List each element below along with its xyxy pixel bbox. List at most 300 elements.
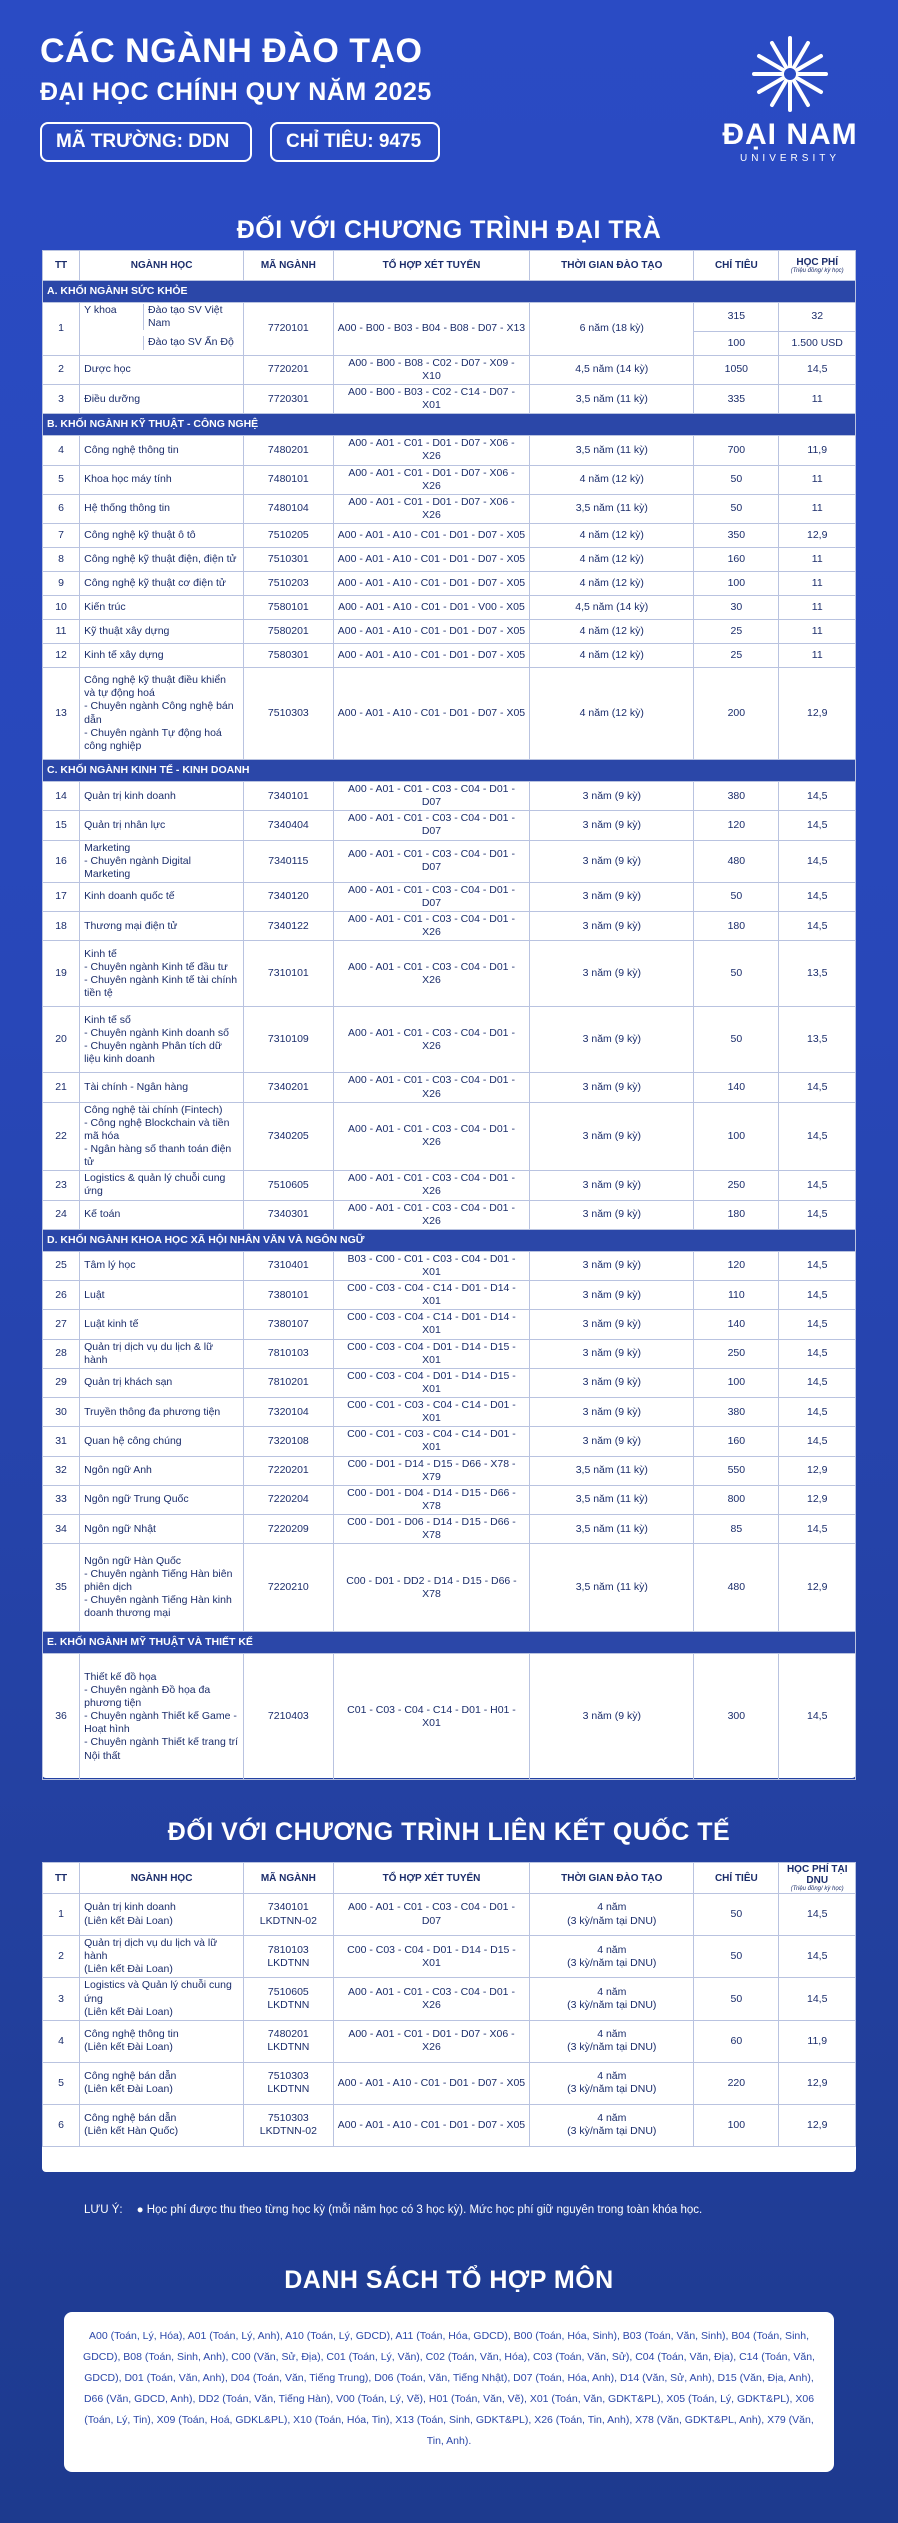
cell-quota: 1050: [694, 355, 779, 384]
cell-combo: C00 - C03 - C04 - D01 - D14 - D15 - X01: [333, 1936, 530, 1978]
cell-tt: 10: [43, 596, 80, 620]
cell-quota: 25: [694, 644, 779, 668]
cell-duration: 3,5 năm (11 kỳ): [530, 436, 694, 465]
logo-sub: UNIVERSITY: [739, 153, 840, 164]
cell-combo: A00 - A01 - A10 - C01 - D01 - D07 - X05: [333, 524, 530, 548]
col-major: NGÀNH HỌC: [80, 251, 244, 281]
cell-fee: 13,5: [779, 941, 856, 1007]
cell-duration: 6 năm (18 kỳ): [530, 303, 694, 356]
page-subtitle: ĐẠI HỌC CHÍNH QUY NĂM 2025: [40, 78, 432, 106]
cell-code: 7310101: [244, 941, 334, 1007]
cell-combo: A00 - B00 - B03 - B04 - B08 - D07 - X13: [333, 303, 530, 356]
cell-quota: 50: [694, 1007, 779, 1073]
cell-duration: 3 năm (9 kỳ): [530, 912, 694, 941]
cell-duration: 4,5 năm (14 kỳ): [530, 596, 694, 620]
cell-quota: 100: [694, 2104, 779, 2146]
cell-duration: 3,5 năm (11 kỳ): [530, 1544, 694, 1632]
cell-code: 7320104: [244, 1398, 334, 1427]
cell-combo: A00 - A01 - C01 - D01 - D07 - X06 - X26: [333, 2020, 530, 2062]
cell-combo: A00 - A01 - C01 - C03 - C04 - D01 - X26: [333, 1200, 530, 1229]
table-row: [43, 1485, 856, 1514]
cell-code: 7510303 LKDTNN: [244, 2062, 334, 2104]
cell-combo: A00 - A01 - A10 - C01 - D01 - D07 - X05: [333, 572, 530, 596]
cell-combo: A00 - A01 - C01 - C03 - C04 - D01 - X26: [333, 912, 530, 941]
cell-tt: 1: [43, 1894, 80, 1936]
cell-quota: 480: [694, 840, 779, 882]
col-quota: CHỈ TIÊU: [694, 1863, 779, 1894]
cell-tt: 14: [43, 782, 80, 811]
table-row: [43, 303, 856, 332]
table-row: [43, 2020, 856, 2062]
cell-major: Điều dưỡng: [80, 385, 244, 414]
cell-duration: 3,5 năm (11 kỳ): [530, 385, 694, 414]
cell-fee: 11: [779, 548, 856, 572]
table-row: [43, 644, 856, 668]
cell-duration: 3 năm (9 kỳ): [530, 811, 694, 840]
col-fee: [779, 251, 856, 281]
cell-duration: 3 năm (9 kỳ): [530, 840, 694, 882]
cell-major: Ngôn ngữ Nhật: [80, 1515, 244, 1544]
cell-code: 7220209: [244, 1515, 334, 1544]
cell-combo: C00 - C03 - C04 - D01 - D14 - D15 - X01: [333, 1339, 530, 1368]
cell-major: Quan hệ công chúng: [80, 1427, 244, 1456]
cell-fee: 13,5: [779, 1007, 856, 1073]
cell-fee: 14,5: [779, 355, 856, 384]
cell-combo: C00 - D01 - D14 - D15 - D66 - X78 - X79: [333, 1456, 530, 1485]
group-label: A. KHỐI NGÀNH SỨC KHỎE: [43, 281, 856, 303]
cell-combo: C00 - C03 - C04 - D01 - D14 - D15 - X01: [333, 1368, 530, 1397]
cell-combo: A00 - A01 - A10 - C01 - D01 - V00 - X05: [333, 596, 530, 620]
cell-major: Tài chính - Ngân hàng: [80, 1073, 244, 1102]
cell-duration: 3 năm (9 kỳ): [530, 782, 694, 811]
cell-combo: A00 - A01 - A10 - C01 - D01 - D07 - X05: [333, 2062, 530, 2104]
cell-code: 7310109: [244, 1007, 334, 1073]
cell-duration: 3 năm (9 kỳ): [530, 882, 694, 911]
group-row: [43, 1632, 856, 1654]
cell-code: 7720201: [244, 355, 334, 384]
cell-major: Quản trị kinh doanh: [80, 782, 244, 811]
cell-fee: 14,5: [779, 1398, 856, 1427]
col-fee: [779, 1863, 856, 1894]
cell-tt: 15: [43, 811, 80, 840]
cell-combo: A00 - A01 - C01 - C03 - C04 - D01 - X26: [333, 1102, 530, 1171]
cell-quota: 50: [694, 494, 779, 523]
cell-code: 7340101: [244, 782, 334, 811]
col-major: NGÀNH HỌC: [80, 1863, 244, 1894]
cell-combo: C00 - D01 - D04 - D14 - D15 - D66 - X78: [333, 1485, 530, 1514]
cell-combo: A00 - A01 - A10 - C01 - D01 - D07 - X05: [333, 644, 530, 668]
cell-major: Ngôn ngữ Hàn Quốc - Chuyên ngành Tiếng Hàn biên phiên dịch - Chuyên ngành Tiếng Hàn kinh doanh thương mại: [80, 1544, 244, 1632]
cell-fee: 11,9: [779, 2020, 856, 2062]
subject-combos-box: A00 (Toán, Lý, Hóa), A01 (Toán, Lý, Anh), A10 (Toán, Lý, GDCD), A11 (Toán, Hóa, GDCD), B00 (Toán, Hóa, Sinh), B03 (Toán, Văn, Sinh), B04 (Toán, Sinh, GDCD), B08 (Toán, Sinh, Anh), C00 (Văn, Sử, Địa), C01 (Toán, Lý, Văn), C02 (Toán, Văn, Hóa), C03 (Toán, Văn, Sử), C04 (Toán, Văn, Địa), C14 (Toán, Văn, GDCD), D01 (Toán, Văn, Anh), D04 (Toán, Văn, Tiếng Trung), D06 (Toán, Văn, Tiếng Nhật), D07 (Toán, Hóa, Anh), D14 (Văn, Sử, Anh), D15 (Văn, Địa, Anh), D66 (Văn, GDCD, Anh), DD2 (Toán, Văn, Tiếng Hàn), V00 (Toán, Lý, Vẽ), H01 (Toán, Văn, Vẽ), X01 (Toán, Văn, GDKT&PL), X05 (Toán, Lý, GDKT&PL), X06 (Toán, Lý, Tin), X09 (Toán, Hoá, GDKL&PL), X10 (Toán, Hóa, Tin), X13 (Toán, Sinh, GDKT&PL), X26 (Toán, Tin, Anh), X78 (Văn, GDKT&PL, Anh), X79 (Văn, Tin, Anh).: [64, 2312, 834, 2472]
group-label: B. KHỐI NGÀNH KỸ THUẬT - CÔNG NGHỆ: [43, 414, 856, 436]
cell-tt: 3: [43, 385, 80, 414]
table-row: [43, 385, 856, 414]
cell-combo: A00 - A01 - C01 - D01 - D07 - X06 - X26: [333, 465, 530, 494]
table-row: [43, 2104, 856, 2146]
cell-quota: 700: [694, 436, 779, 465]
cell-duration: 3,5 năm (11 kỳ): [530, 1515, 694, 1544]
cell-major: Đào tạo SV Việt Nam Y khoa: [80, 303, 244, 332]
cell-quota: 100: [694, 1102, 779, 1171]
group-label: D. KHỐI NGÀNH KHOA HỌC XÃ HỘI NHÂN VĂN VÀ NGÔN NGỮ: [43, 1229, 856, 1251]
cell-fee: 14,5: [779, 1894, 856, 1936]
cell-fee: 14,5: [779, 1515, 856, 1544]
cell-fee: 32: [779, 303, 856, 332]
cell-combo: A00 - A01 - A10 - C01 - D01 - D07 - X05: [333, 668, 530, 760]
table-row: [43, 436, 856, 465]
page-title: CÁC NGÀNH ĐÀO TẠO: [40, 32, 423, 70]
col-code: MÃ NGÀNH: [244, 1863, 334, 1894]
cell-code: 7510303: [244, 668, 334, 760]
regular-program-table-panel: [42, 250, 856, 1778]
col-combo: TỔ HỢP XÉT TUYỂN: [333, 251, 530, 281]
cell-quota: 85: [694, 1515, 779, 1544]
cell-major: Hệ thống thông tin: [80, 494, 244, 523]
cell-major: Dược học: [80, 355, 244, 384]
cell-major: Luật kinh tế: [80, 1310, 244, 1339]
cell-tt: 5: [43, 465, 80, 494]
cell-combo: C00 - C03 - C04 - C14 - D01 - D14 - X01: [333, 1281, 530, 1310]
cell-tt: 2: [43, 355, 80, 384]
cell-major: Công nghệ bán dẫn (Liên kết Hàn Quốc): [80, 2104, 244, 2146]
cell-quota: 100: [694, 331, 779, 355]
cell-fee: 14,5: [779, 1281, 856, 1310]
cell-fee: 11: [779, 620, 856, 644]
cell-code: 7720301: [244, 385, 334, 414]
cell-quota: 380: [694, 1398, 779, 1427]
cell-combo: C00 - D01 - D06 - D14 - D15 - D66 - X78: [333, 1515, 530, 1544]
cell-fee: 11: [779, 644, 856, 668]
cell-quota: 30: [694, 596, 779, 620]
cell-code: 7220210: [244, 1544, 334, 1632]
cell-quota: 25: [694, 620, 779, 644]
cell-major: Quản trị dịch vụ du lịch & lữ hành: [80, 1339, 244, 1368]
cell-major: Ngôn ngữ Anh: [80, 1456, 244, 1485]
cell-tt: 11: [43, 620, 80, 644]
cell-tt: 24: [43, 1200, 80, 1229]
col-duration: THỜI GIAN ĐÀO TẠO: [530, 251, 694, 281]
section-title-regular: ĐỐI VỚI CHƯƠNG TRÌNH ĐẠI TRÀ: [236, 216, 662, 244]
cell-quota: 60: [694, 2020, 779, 2062]
table-row: [43, 668, 856, 760]
group-label: C. KHỐI NGÀNH KINH TẾ - KINH DOANH: [43, 760, 856, 782]
cell-quota: 800: [694, 1485, 779, 1514]
cell-combo: C01 - C03 - C04 - C14 - D01 - H01 - X01: [333, 1654, 530, 1780]
note-label: LƯU Ý:: [84, 2204, 123, 2216]
cell-fee: 11,9: [779, 436, 856, 465]
cell-fee: 12,9: [779, 524, 856, 548]
cell-duration: 3 năm (9 kỳ): [530, 1339, 694, 1368]
cell-quota: 50: [694, 465, 779, 494]
cell-code: 7310401: [244, 1251, 334, 1280]
cell-tt: 6: [43, 2104, 80, 2146]
group-row: [43, 281, 856, 303]
cell-code: 7340201: [244, 1073, 334, 1102]
cell-code: 7220201: [244, 1456, 334, 1485]
cell-major: Quản trị kinh doanh (Liên kết Đài Loan): [80, 1894, 244, 1936]
col-fee-label: HỌC PHÍ: [796, 257, 839, 268]
cell-fee: 14,5: [779, 1654, 856, 1780]
cell-major: Công nghệ kỹ thuật điện, điện tử: [80, 548, 244, 572]
cell-fee: 11: [779, 494, 856, 523]
table-row: [43, 548, 856, 572]
cell-major: Công nghệ bán dẫn (Liên kết Đài Loan): [80, 2062, 244, 2104]
cell-quota: 480: [694, 1544, 779, 1632]
table-row: [43, 1073, 856, 1102]
cell-duration: 4 năm (12 kỳ): [530, 668, 694, 760]
col-duration: THỜI GIAN ĐÀO TẠO: [530, 1863, 694, 1894]
cell-quota: 100: [694, 1368, 779, 1397]
cell-duration: 4 năm (3 kỳ/năm tại DNU): [530, 2062, 694, 2104]
cell-quota: 50: [694, 1894, 779, 1936]
cell-combo: A00 - A01 - C01 - C03 - C04 - D01 - D07: [333, 1894, 530, 1936]
cell-code: 7380101: [244, 1281, 334, 1310]
group-label: E. KHỐI NGÀNH MỸ THUẬT VÀ THIẾT KẾ: [43, 1632, 856, 1654]
cell-fee: 14,5: [779, 1936, 856, 1978]
cell-fee: 14,5: [779, 1427, 856, 1456]
cell-combo: C00 - C01 - C03 - C04 - C14 - D01 - X01: [333, 1398, 530, 1427]
cell-duration: 4 năm (3 kỳ/năm tại DNU): [530, 2020, 694, 2062]
cell-fee: 14,5: [779, 840, 856, 882]
col-tt: TT: [43, 1863, 80, 1894]
cell-tt: 27: [43, 1310, 80, 1339]
cell-fee: 14,5: [779, 1171, 856, 1200]
international-program-body: [43, 1894, 856, 2147]
table-row: [43, 912, 856, 941]
group-row: [43, 414, 856, 436]
cell-code: 7580101: [244, 596, 334, 620]
cell-code: 7510605: [244, 1171, 334, 1200]
table-row: [43, 524, 856, 548]
section-title-international: ĐỐI VỚI CHƯƠNG TRÌNH LIÊN KẾT QUỐC TẾ: [167, 1818, 731, 1846]
table-row: [43, 1102, 856, 1171]
cell-tt: 3: [43, 1978, 80, 2020]
cell-quota: 50: [694, 1936, 779, 1978]
group-row: [43, 760, 856, 782]
international-program-table-panel: [42, 1862, 856, 2172]
cell-fee: 12,9: [779, 1485, 856, 1514]
cell-tt: 22: [43, 1102, 80, 1171]
cell-code: 7510303 LKDTNN-02: [244, 2104, 334, 2146]
cell-tt: 21: [43, 1073, 80, 1102]
cell-major: Kinh tế - Chuyên ngành Kinh tế đầu tư - Chuyên ngành Kinh tế tài chính tiền tệ: [80, 941, 244, 1007]
col-fee-note: (Triệu đồng/ kỳ học): [790, 268, 844, 274]
table-row: [43, 1894, 856, 1936]
cell-duration: 3 năm (9 kỳ): [530, 1251, 694, 1280]
cell-duration: 4 năm (12 kỳ): [530, 572, 694, 596]
cell-major: Thương mại điện tử: [80, 912, 244, 941]
cell-combo: C00 - C03 - C04 - C14 - D01 - D14 - X01: [333, 1310, 530, 1339]
cell-major: Logistics & quản lý chuỗi cung ứng: [80, 1171, 244, 1200]
cell-tt: 20: [43, 1007, 80, 1073]
cell-fee: 12,9: [779, 2104, 856, 2146]
school-code-badge: MÃ TRƯỜNG: DDN: [40, 122, 252, 162]
cell-fee: 14,5: [779, 1200, 856, 1229]
cell-combo: A00 - A01 - C01 - C03 - C04 - D01 - D07: [333, 782, 530, 811]
cell-duration: 4 năm (12 kỳ): [530, 620, 694, 644]
cell-duration: 4 năm (12 kỳ): [530, 644, 694, 668]
starburst-logo-icon: [745, 34, 835, 114]
cell-tt: 36: [43, 1654, 80, 1780]
cell-code: 7210403: [244, 1654, 334, 1780]
col-fee-label: HỌC PHÍ TẠI DNU: [786, 1864, 848, 1886]
cell-duration: 3 năm (9 kỳ): [530, 1007, 694, 1073]
group-row: [43, 1229, 856, 1251]
cell-code: 7810103: [244, 1339, 334, 1368]
cell-major: Công nghệ kỹ thuật điều khiển và tự động hoá - Chuyên ngành Công nghệ bán dẫn - Chuyên ngành Tự động hoá công nghiệp: [80, 668, 244, 760]
table-row: [43, 620, 856, 644]
cell-tt: 16: [43, 840, 80, 882]
regular-program-table: [42, 250, 856, 1780]
table-row: [43, 1007, 856, 1073]
table-row: [43, 1515, 856, 1544]
cell-major: Ngôn ngữ Trung Quốc: [80, 1485, 244, 1514]
cell-tt: 2: [43, 1936, 80, 1978]
cell-major: Công nghệ kỹ thuật ô tô: [80, 524, 244, 548]
cell-combo: A00 - A01 - C01 - C03 - C04 - D01 - X26: [333, 1978, 530, 2020]
quota-badge: CHỈ TIÊU: 9475: [270, 122, 440, 162]
cell-quota: 50: [694, 882, 779, 911]
cell-sub-major: Đào tạo SV Ấn Độ: [143, 336, 239, 349]
table-header: [43, 251, 856, 281]
table-row: [43, 572, 856, 596]
cell-quota: 180: [694, 1200, 779, 1229]
cell-combo: A00 - B00 - B03 - C02 - C14 - D07 - X01: [333, 385, 530, 414]
cell-duration: 3,5 năm (11 kỳ): [530, 1485, 694, 1514]
cell-duration: 3 năm (9 kỳ): [530, 1427, 694, 1456]
cell-code: 7510205: [244, 524, 334, 548]
cell-major: Marketing - Chuyên ngành Digital Marketing: [80, 840, 244, 882]
cell-code: 7480104: [244, 494, 334, 523]
cell-major: Công nghệ kỹ thuật cơ điện tử: [80, 572, 244, 596]
cell-tt: 31: [43, 1427, 80, 1456]
cell-code: 7580301: [244, 644, 334, 668]
cell-duration: 4 năm (3 kỳ/năm tại DNU): [530, 1936, 694, 1978]
cell-quota: 160: [694, 548, 779, 572]
cell-tt: 34: [43, 1515, 80, 1544]
cell-major: Kinh doanh quốc tế: [80, 882, 244, 911]
cell-combo: A00 - A01 - A10 - C01 - D01 - D07 - X05: [333, 2104, 530, 2146]
table-row: [43, 1427, 856, 1456]
international-program-table: [42, 1862, 856, 2147]
cell-quota: 300: [694, 1654, 779, 1780]
cell-major: Luật: [80, 1281, 244, 1310]
cell-tt: 23: [43, 1171, 80, 1200]
cell-major: Quản trị khách sạn: [80, 1368, 244, 1397]
cell-quota: 335: [694, 385, 779, 414]
table-row: [43, 1281, 856, 1310]
cell-code: 7580201: [244, 620, 334, 644]
cell-duration: 3 năm (9 kỳ): [530, 1398, 694, 1427]
cell-tt: 5: [43, 2062, 80, 2104]
cell-duration: 3 năm (9 kỳ): [530, 1073, 694, 1102]
cell-code: 7340301: [244, 1200, 334, 1229]
table-row: [43, 840, 856, 882]
table-row: [43, 1654, 856, 1780]
cell-major: Logistics và Quản lý chuỗi cung ứng (Liên kết Đài Loan): [80, 1978, 244, 2020]
cell-quota: 180: [694, 912, 779, 941]
section-title-combos: DANH SÁCH TỔ HỢP MÔN: [284, 2266, 614, 2294]
table-row: [43, 1936, 856, 1978]
table-row: [43, 1544, 856, 1632]
cell-duration: 4 năm (12 kỳ): [530, 524, 694, 548]
cell-fee: 14,5: [779, 1368, 856, 1397]
cell-major: Công nghệ tài chính (Fintech) - Công nghệ Blockchain và tiền mã hóa - Ngân hàng số thanh toán điện tử: [80, 1102, 244, 1171]
table-row: [43, 941, 856, 1007]
cell-fee: 14,5: [779, 1102, 856, 1171]
cell-code: 7810103 LKDTNN: [244, 1936, 334, 1978]
cell-fee: 14,5: [779, 912, 856, 941]
col-code: MÃ NGÀNH: [244, 251, 334, 281]
cell-sub-major: Đào tạo SV Việt Nam: [143, 304, 239, 330]
cell-duration: 3,5 năm (11 kỳ): [530, 494, 694, 523]
cell-code: 7510203: [244, 572, 334, 596]
cell-fee: 11: [779, 465, 856, 494]
cell-fee: 12,9: [779, 1544, 856, 1632]
table-row: [43, 355, 856, 384]
cell-quota: 315: [694, 303, 779, 332]
cell-code: 7340404: [244, 811, 334, 840]
regular-program-body: [43, 281, 856, 1780]
cell-quota: 140: [694, 1073, 779, 1102]
cell-combo: A00 - A01 - A10 - C01 - D01 - D07 - X05: [333, 548, 530, 572]
table-row: [43, 882, 856, 911]
cell-quota: 160: [694, 1427, 779, 1456]
fee-note: [84, 2204, 702, 2216]
table-row: [43, 1398, 856, 1427]
cell-tt: 19: [43, 941, 80, 1007]
table-header: [43, 1863, 856, 1894]
col-quota: CHỈ TIÊU: [694, 251, 779, 281]
cell-major: Kế toán: [80, 1200, 244, 1229]
cell-code: 7480101: [244, 465, 334, 494]
cell-duration: 3 năm (9 kỳ): [530, 1102, 694, 1171]
table-row: [43, 1339, 856, 1368]
cell-code: 7340205: [244, 1102, 334, 1171]
cell-code: 7510605 LKDTNN: [244, 1978, 334, 2020]
cell-tt: 9: [43, 572, 80, 596]
cell-fee: 11: [779, 385, 856, 414]
cell-code: 7340122: [244, 912, 334, 941]
cell-major: Thiết kế đồ họa - Chuyên ngành Đồ họa đa phương tiện - Chuyên ngành Thiết kế Game - Hoạt hình - Chuyên ngành Thiết kế trang trí Nội thất: [80, 1654, 244, 1780]
cell-quota: 50: [694, 941, 779, 1007]
cell-fee: 14,5: [779, 1978, 856, 2020]
cell-quota: 220: [694, 2062, 779, 2104]
cell-duration: 3 năm (9 kỳ): [530, 1368, 694, 1397]
cell-tt: 30: [43, 1398, 80, 1427]
cell-fee: 14,5: [779, 1339, 856, 1368]
cell-fee: 12,9: [779, 1456, 856, 1485]
cell-code: 7220204: [244, 1485, 334, 1514]
cell-combo: B03 - C00 - C01 - C03 - C04 - D01 - X01: [333, 1251, 530, 1280]
cell-quota: 550: [694, 1456, 779, 1485]
cell-duration: 4 năm (12 kỳ): [530, 548, 694, 572]
cell-quota: 120: [694, 1251, 779, 1280]
cell-major: Công nghệ thông tin (Liên kết Đài Loan): [80, 2020, 244, 2062]
cell-combo: A00 - B00 - B08 - C02 - D07 - X09 - X10: [333, 355, 530, 384]
table-row: [43, 1310, 856, 1339]
cell-fee: 11: [779, 596, 856, 620]
note-text: ● Học phí được thu theo từng học kỳ (mỗi năm học có 3 học kỳ). Mức học phí giữ nguyên trong toàn khóa học.: [136, 2204, 703, 2216]
table-row: [43, 1200, 856, 1229]
col-tt: TT: [43, 251, 80, 281]
cell-major: Công nghệ thông tin: [80, 436, 244, 465]
cell-quota: 120: [694, 811, 779, 840]
cell-tt: 4: [43, 436, 80, 465]
cell-quota: 380: [694, 782, 779, 811]
table-row: [43, 494, 856, 523]
